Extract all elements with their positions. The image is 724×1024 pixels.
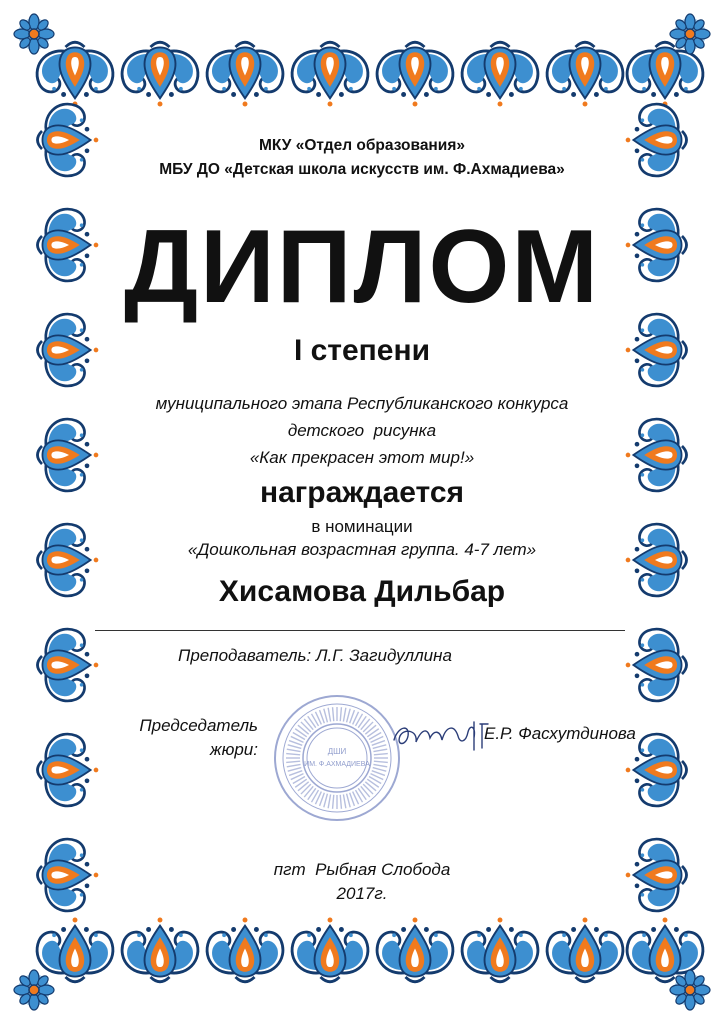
diploma-degree: I степени <box>293 334 431 367</box>
stamp-text: ДШИ <box>327 747 347 756</box>
ornament-motif <box>38 629 99 701</box>
stamp-text-stroke <box>365 782 376 791</box>
stamp-text-stroke <box>373 768 387 772</box>
stamp-text-stroke <box>301 722 311 732</box>
stamp-text-stroke <box>328 708 330 722</box>
stamp-text-stroke <box>333 795 334 809</box>
nomination-prefix: в номинации <box>311 517 413 536</box>
stamp-text-stroke <box>374 761 388 762</box>
ornament-motif <box>207 918 283 982</box>
contest-line-1: муниципального этапа Республиканского конкурса <box>155 394 569 413</box>
stamp-text-stroke <box>288 768 302 772</box>
awarded-text: награждается <box>259 476 465 509</box>
svg-text:ИМ. Ф.АХМАДИЕВА: ИМ. Ф.АХМАДИЕВА <box>304 761 370 768</box>
org-line-2: МБУ ДО «Детская школа искусств им. Ф.Ахмадиева» <box>159 161 565 178</box>
stamp-text-stroke <box>288 745 302 749</box>
ornament-motif <box>292 918 368 982</box>
stamp-text-stroke <box>286 761 300 762</box>
stamp-text-stroke <box>287 764 301 766</box>
stamp-text-stroke <box>347 794 351 808</box>
stamp-text-stroke <box>343 794 345 808</box>
recipient-name: Хисамова Дильбар <box>218 575 506 608</box>
stamp-text-stroke <box>324 709 328 723</box>
ornament-motif <box>122 918 198 982</box>
stamp-text-stroke <box>340 707 341 721</box>
stamp-text-stroke <box>373 745 387 749</box>
ornament-motif <box>626 629 687 701</box>
ornament-motif <box>547 42 623 106</box>
stamp-text-stroke <box>304 719 313 730</box>
jury-label-line-2: жюри: <box>209 740 258 759</box>
stamp-text-stroke <box>361 719 370 730</box>
stamp-text-stroke <box>363 784 373 794</box>
official-stamp <box>265 692 410 824</box>
stamp-text-stroke <box>328 794 330 808</box>
corner-flower-icon <box>14 970 54 1010</box>
footer-place <box>0 858 724 906</box>
year: 2017г. <box>336 884 388 903</box>
organization-header <box>0 134 724 182</box>
ornament-motif <box>292 42 368 106</box>
jury-label-line-1: Председатель <box>139 716 258 735</box>
ornament-motif <box>377 42 453 106</box>
place-name: пгт Рыбная Слобода <box>273 860 451 879</box>
ornament-motif <box>547 918 623 982</box>
ornament-motif <box>38 734 99 806</box>
stamp-text-stroke <box>301 784 311 794</box>
contest-line-3: «Как прекрасен этот мир!» <box>249 448 475 467</box>
corner-flower-icon <box>14 14 54 54</box>
jury-chair-name: Е.Р. Фасхутдинова <box>484 724 636 743</box>
ornament-motif <box>462 918 538 982</box>
org-line-1: МКУ «Отдел образования» <box>259 137 465 154</box>
jury-label <box>130 714 258 762</box>
signature <box>388 716 493 756</box>
stamp-text-stroke <box>363 722 373 732</box>
ornament-motif <box>207 42 283 106</box>
nomination-block <box>0 515 724 561</box>
nomination-value: «Дошкольная возрастная группа. 4-7 лет» <box>187 540 537 559</box>
stamp-text-stroke <box>304 786 313 797</box>
ornament-motif <box>37 918 113 982</box>
ornament-motif <box>122 42 198 106</box>
contest-description <box>0 390 724 471</box>
stamp-text-stroke <box>340 795 341 809</box>
stamp-text-stroke <box>333 707 334 721</box>
contest-line-2: детского рисунка <box>287 421 437 440</box>
divider-line <box>95 630 625 631</box>
stamp-text-stroke <box>365 725 376 734</box>
stamp-text-stroke <box>287 749 301 751</box>
corner-flower-icon <box>670 970 710 1010</box>
stamp-text-stroke <box>373 749 387 751</box>
stamp-text-stroke <box>298 725 309 734</box>
ornament-motif <box>377 918 453 982</box>
stamp-text-stroke <box>324 794 328 808</box>
ornament-motif <box>37 42 113 106</box>
diploma-title: ДИПЛОМ <box>123 209 601 325</box>
teacher-line: Преподаватель: Л.Г. Загидуллина <box>178 646 452 665</box>
ornament-motif <box>462 42 538 106</box>
stamp-text-stroke <box>361 786 370 797</box>
stamp-text-stroke <box>286 754 300 755</box>
stamp-text-stroke <box>373 764 387 766</box>
stamp-text-stroke <box>347 709 351 723</box>
stamp-text-stroke <box>298 782 309 791</box>
ornament-motif <box>626 734 687 806</box>
corner-flower-icon <box>670 14 710 54</box>
stamp-text-stroke <box>343 708 345 722</box>
stamp-text-stroke <box>374 754 388 755</box>
